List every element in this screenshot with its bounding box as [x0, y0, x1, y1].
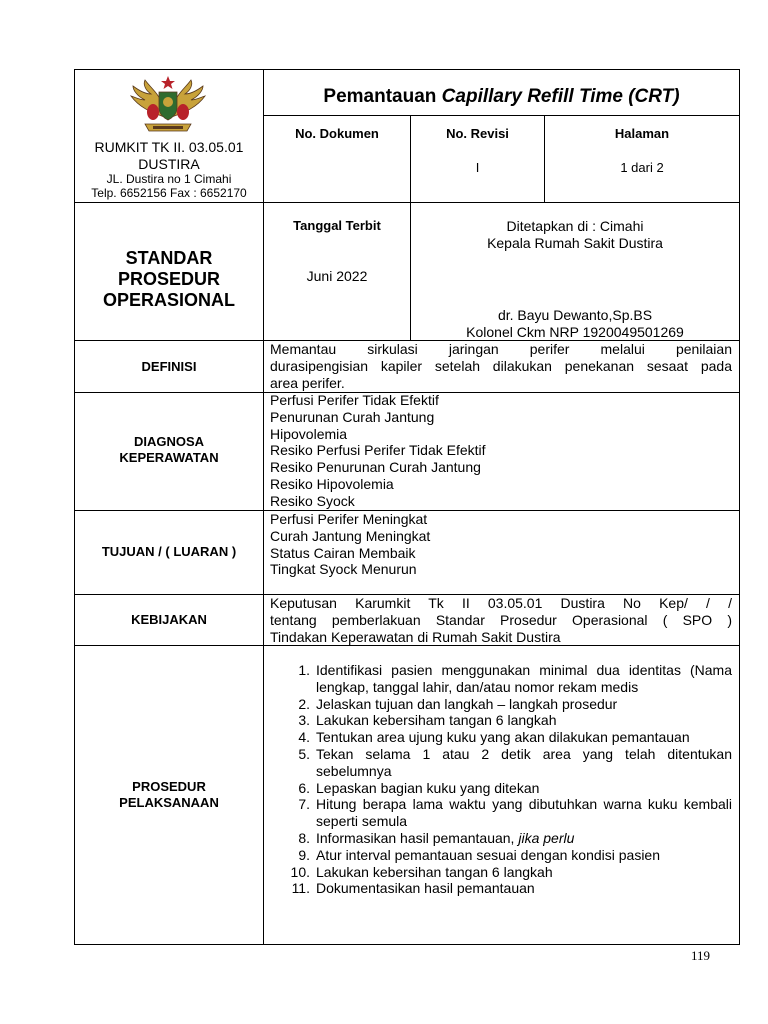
procedure-step — [270, 729, 732, 746]
title-plain: Pemantauan — [323, 86, 442, 107]
procedure-step — [270, 696, 732, 713]
diagnosa-label-line1: DIAGNOSA — [133, 434, 205, 449]
prosedur-label-line1: PROSEDUR — [132, 779, 206, 794]
procedure-step-number: 4. — [298, 729, 310, 746]
established-block — [411, 218, 739, 252]
procedure-step-number: 3. — [298, 712, 310, 729]
procedure-step — [270, 847, 732, 864]
hospital-city: DUSTIRA — [138, 156, 200, 172]
procedure-step — [270, 780, 732, 797]
list-item: Status Cairan Membaik — [270, 544, 416, 561]
procedure-step-text: Hitung berapa lama waktu yang dibutuhkan warna kuku kembali seperti semula — [316, 796, 732, 830]
issue-date-value: Juni 2022 — [306, 268, 368, 284]
issue-date-label: Tanggal Terbit — [293, 218, 381, 233]
sop-title — [75, 248, 263, 311]
procedure-step-text: Tentukan area ujung kuku yang akan dilakukan pemantauan — [316, 729, 690, 746]
established-by: Kepala Rumah Sakit Dustira — [487, 235, 663, 251]
revision-label: No. Revisi — [446, 126, 509, 141]
page-number: 119 — [690, 948, 710, 963]
procedure-step-number: 11. — [291, 880, 310, 897]
diagnosa-list — [270, 392, 732, 510]
procedure-step-number: 7. — [298, 796, 310, 813]
kebijakan-line3: Tindakan Keperawatan di Rumah Sakit Dustira — [270, 628, 561, 645]
prosedur-label — [75, 779, 263, 811]
procedure-step-text: Informasikan hasil pemantauan, — [316, 829, 519, 846]
kebijakan-label: KEBIJAKAN — [131, 612, 207, 627]
procedure-step-italic: jika perlu — [518, 829, 575, 846]
page-value: 1 dari 2 — [620, 160, 664, 175]
prosedur-list — [270, 662, 732, 897]
definisi-text — [270, 341, 732, 391]
procedure-step — [270, 830, 732, 847]
procedure-step-number: 5. — [298, 745, 310, 762]
list-item: Resiko Penurunan Curah Jantung — [270, 459, 481, 476]
sop-title-line3: OPERASIONAL — [102, 290, 235, 310]
prosedur-label-line2: PELAKSANAAN — [119, 795, 219, 810]
signer-name: dr. Bayu Dewanto,Sp.BS — [497, 307, 653, 323]
diagnosa-label — [75, 434, 263, 466]
kebijakan-text — [270, 595, 732, 645]
kebijakan-line1: Keputusan Karumkit Tk II 03.05.01 Dustira No Kep/ / / — [270, 595, 732, 611]
procedure-step-number: 8. — [298, 829, 310, 846]
sop-title-line1: STANDAR — [125, 248, 213, 268]
procedure-step-text: Lepaskan bagian kuku yang ditekan — [316, 779, 540, 796]
procedure-step-number: 1. — [298, 662, 310, 678]
procedure-step-text: Jelaskan tujuan dan langkah – langkah prosedur — [316, 695, 618, 712]
procedure-step-text: Lakukan kebersihan tangan 6 langkah — [316, 863, 553, 880]
doc-number-label: No. Dokumen — [295, 126, 379, 141]
list-item: Hipovolemia — [270, 425, 348, 442]
revision-value: I — [475, 160, 480, 175]
procedure-step-number: 9. — [298, 846, 310, 863]
procedure-step-text: Tekan selama 1 atau 2 detik area yang telah ditentukan sebelumnya — [316, 745, 732, 779]
list-item: Perfusi Perifer Meningkat — [270, 511, 428, 527]
tujuan-label: TUJUAN / ( LUARAN ) — [101, 544, 237, 559]
title-italic: Capillary Refill Time (CRT) — [441, 86, 680, 107]
list-item: Curah Jantung Meningkat — [270, 527, 431, 544]
procedure-step-text: Identifikasi pasien menggunakan minimal dua identitas (Nama lengkap, tanggal lahir, dan/atau nomor rekam medis — [316, 662, 732, 695]
tujuan-list — [270, 511, 732, 578]
procedure-step — [270, 796, 732, 830]
list-item: Perfusi Perifer Tidak Efektif — [270, 392, 439, 408]
procedure-step-number: 10. — [290, 863, 310, 880]
list-item: Resiko Syock — [270, 492, 355, 509]
procedure-step-number: 6. — [298, 779, 310, 796]
procedure-step — [270, 662, 732, 696]
hospital-logo — [127, 74, 209, 136]
established-place: Ditetapkan di : Cimahi — [506, 218, 644, 234]
procedure-step — [270, 746, 732, 780]
diagnosa-label-line2: KEPERAWATAN — [119, 450, 219, 465]
definisi-line2: durasipengisian kapiler setelah dilakukan penekanan sesaat pada — [270, 357, 732, 374]
list-item: Penurunan Curah Jantung — [270, 408, 435, 425]
procedure-step — [270, 880, 732, 897]
signer-rank: Kolonel Ckm NRP 1920049501269 — [466, 324, 684, 340]
list-item: Resiko Hipovolemia — [270, 475, 394, 492]
procedure-step — [270, 712, 732, 729]
definisi-line1: Memantau sirkulasi jaringan perifer melalui penilaian — [270, 341, 732, 357]
list-item: Resiko Perfusi Perifer Tidak Efektif — [270, 442, 486, 459]
hospital-address: JL. Dustira no 1 Cimahi — [106, 172, 232, 186]
page-label: Halaman — [614, 126, 670, 141]
procedure-step-text: Lakukan kebersiham tangan 6 langkah — [316, 712, 557, 729]
procedure-step — [270, 864, 732, 881]
kebijakan-line2: tentang pemberlakuan Standar Prosedur Operasional ( SPO ) — [270, 611, 732, 628]
signer-block — [411, 307, 739, 341]
procedure-step-text: Dokumentasikan hasil pemantauan — [316, 880, 535, 897]
list-item: Tingkat Syock Menurun — [270, 561, 417, 578]
hospital-phone: Telp. 6652156 Fax : 6652170 — [91, 186, 247, 200]
definisi-label: DEFINISI — [141, 359, 197, 374]
document-title — [264, 86, 739, 108]
procedure-step-number: 2. — [298, 695, 310, 712]
hospital-name: RUMKIT TK II. 03.05.01 — [94, 139, 244, 155]
definisi-line3: area perifer. — [270, 374, 345, 391]
sop-title-line2: PROSEDUR — [117, 269, 220, 289]
procedure-step-text: Atur interval pemantauan sesuai dengan kondisi pasien — [316, 846, 661, 863]
